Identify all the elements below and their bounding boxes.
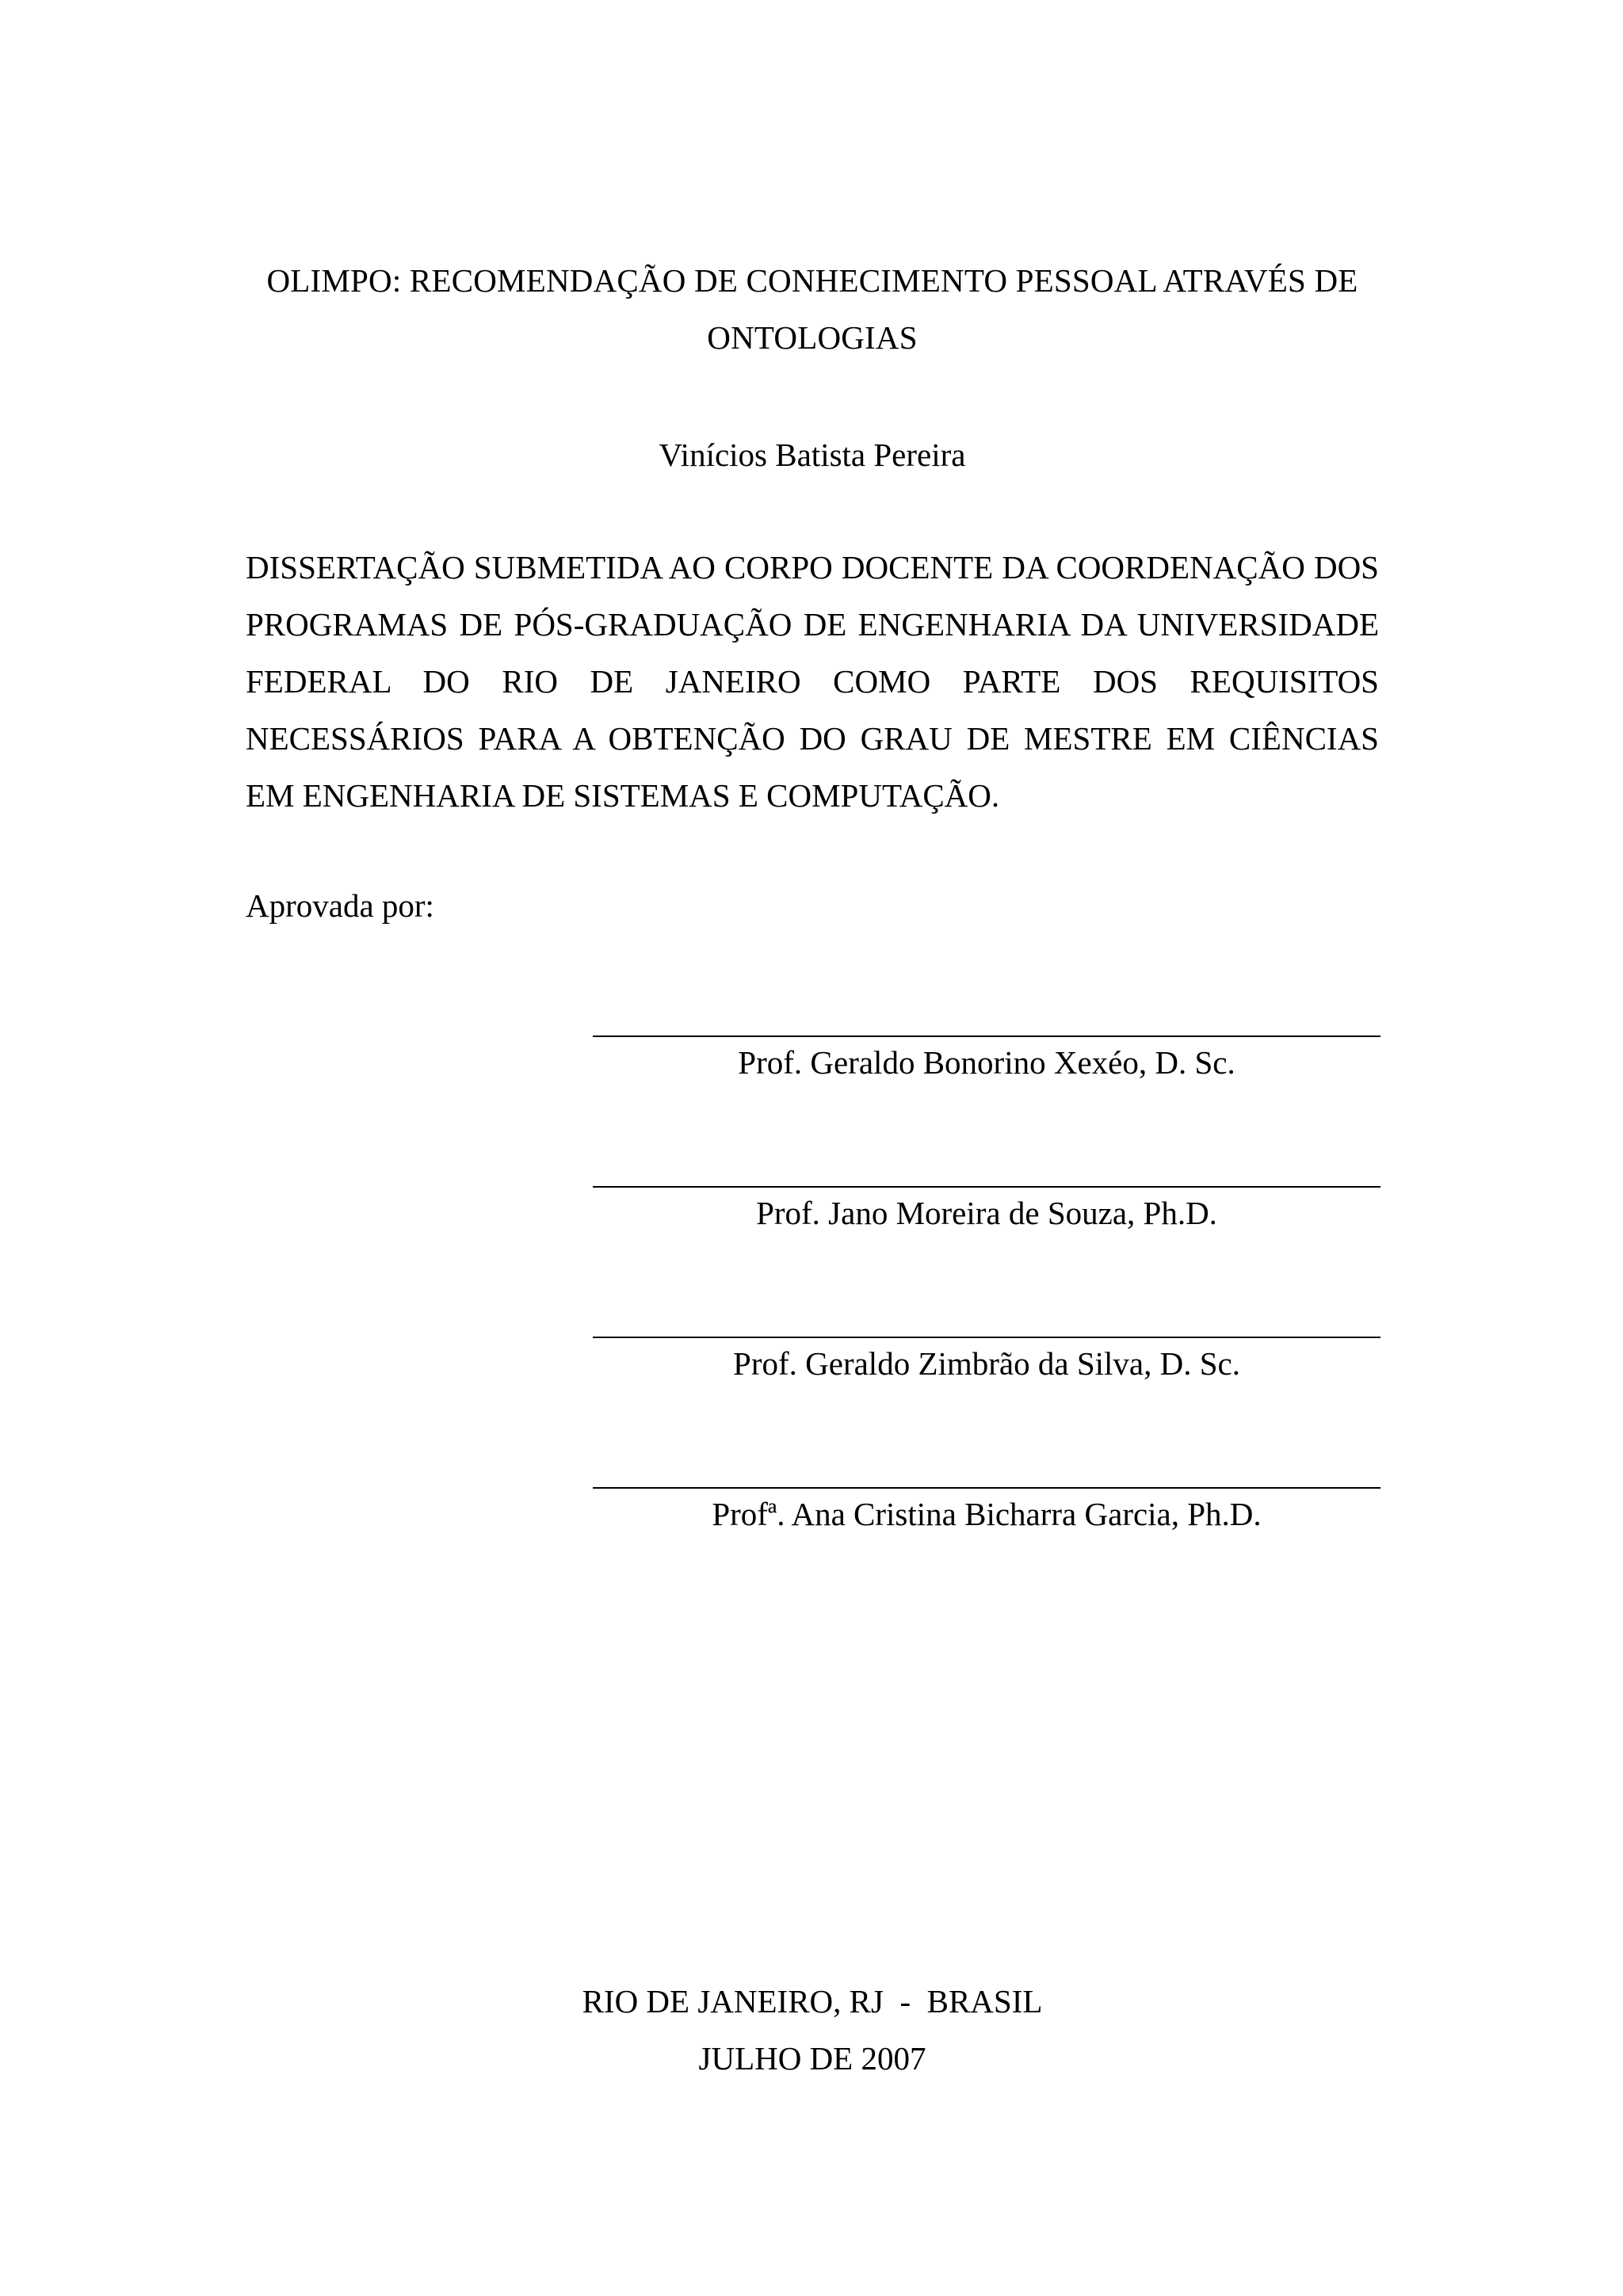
footer bbox=[246, 1973, 1379, 2087]
signature-block-2 bbox=[593, 1186, 1381, 1249]
signature-block-1 bbox=[593, 1035, 1381, 1099]
committee-member-name: Profª. Ana Cristina Bicharra Garcia, Ph.D. bbox=[712, 1496, 1262, 1532]
title-line-1: OLIMPO: RECOMENDAÇÃO DE CONHECIMENTO PESSOAL ATRAVÉS DE bbox=[266, 262, 1358, 299]
author-name: Vinícios Batista Pereira bbox=[659, 437, 966, 473]
committee-member-name: Prof. Jano Moreira de Souza, Ph.D. bbox=[756, 1195, 1217, 1231]
signature-block-4 bbox=[593, 1487, 1381, 1550]
signature-line bbox=[593, 1035, 1381, 1037]
dissertation-statement: DISSERTAÇÃO SUBMETIDA AO CORPO DOCENTE DA COORDENAÇÃO DOS PROGRAMAS DE PÓS-GRADUAÇÃO DE ENGENHARIA DA UNIVERSIDADE FEDERAL DO RIO DE JANEIRO COMO PARTE DOS REQUISITOS NECESSÁRIOS PARA A OBTENÇÃO DO GRAU DE MESTRE EM CIÊNCIAS EM ENGENHARIA DE SISTEMAS E COMPUTAÇÃO. bbox=[246, 549, 1379, 814]
committee-member-name: Prof. Geraldo Zimbrão da Silva, D. Sc. bbox=[733, 1345, 1240, 1382]
signature-line bbox=[593, 1337, 1381, 1338]
signature-line bbox=[593, 1186, 1381, 1188]
committee-member-name: Prof. Geraldo Bonorino Xexéo, D. Sc. bbox=[738, 1044, 1235, 1081]
signature-block-3 bbox=[593, 1337, 1381, 1400]
footer-date: JULHO DE 2007 bbox=[698, 2040, 926, 2077]
signature-line bbox=[593, 1487, 1381, 1489]
approved-by-label: Aprovada por: bbox=[246, 887, 434, 924]
dissertation-title bbox=[246, 252, 1379, 366]
title-line-2: ONTOLOGIAS bbox=[707, 319, 918, 356]
footer-location: RIO DE JANEIRO, RJ - BRASIL bbox=[582, 1983, 1043, 2019]
